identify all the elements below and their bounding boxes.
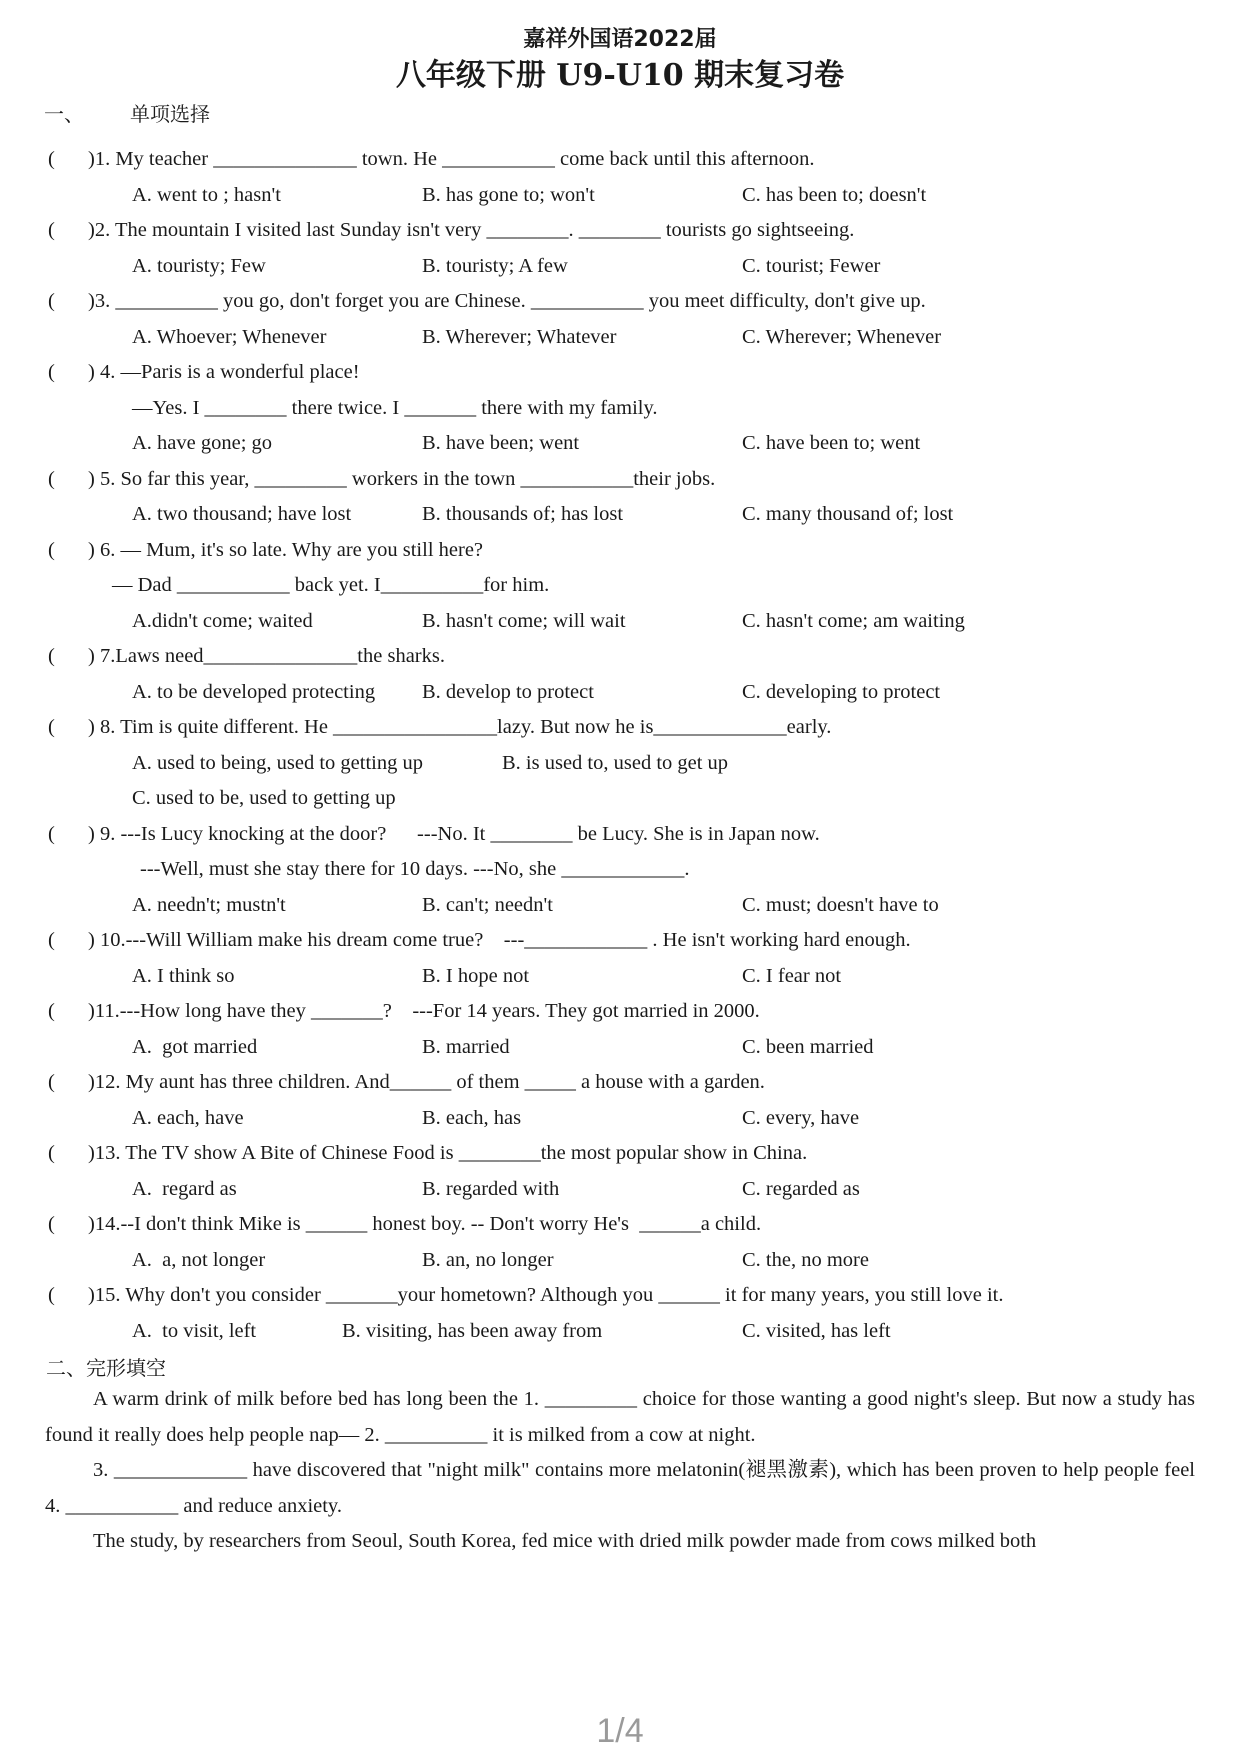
question-6-dialogue: — Dad ___________ back yet. I__________for him.	[112, 574, 550, 596]
question-8-options	[132, 746, 1210, 782]
question-stem: ) 10.---Will William make his dream come true? ---____________ . He isn't working hard enough.	[88, 929, 911, 951]
question-stem: )1. My teacher ______________ town. He ___________ come back until this afternoon.	[88, 148, 815, 170]
exam-title: 八年级下册 U9-U10 期末复习卷	[395, 58, 845, 93]
question-15-options	[132, 1314, 1210, 1350]
question-stem: )13. The TV show A Bite of Chinese Food is ________the most popular show in China.	[88, 1142, 808, 1164]
question-3-options	[132, 320, 1210, 356]
question-3	[40, 284, 1210, 320]
answer-bracket: (	[48, 1284, 55, 1306]
question-7-options	[132, 675, 1210, 711]
question-2	[40, 213, 1210, 249]
answer-bracket: (	[48, 822, 55, 845]
answer-bracket: (	[48, 538, 55, 561]
option-b: B. have been; went	[422, 432, 580, 454]
option-c: C. Wherever; Whenever	[742, 325, 942, 348]
option-a: A. two thousand; have lost	[132, 503, 352, 525]
answer-bracket: (	[48, 467, 55, 490]
option-a: A. went to ; hasn't	[132, 183, 281, 206]
cloze-passage	[45, 1382, 1195, 1560]
answer-bracket: (	[48, 1213, 55, 1235]
option-a: A. each, have	[132, 1106, 244, 1129]
question-1-options	[132, 178, 1210, 214]
question-9-dialogue: ---Well, must she stay there for 10 days. ---No, she ____________.	[140, 858, 690, 880]
option-b: B. visiting, has been away from	[342, 1319, 603, 1342]
option-b: B. an, no longer	[422, 1248, 554, 1271]
option-b: B. can't; needn't	[422, 893, 553, 916]
question-stem: )11.---How long have they _______? ---For 14 years. They got married in 2000.	[88, 1000, 760, 1022]
question-list	[40, 142, 1210, 1349]
question-4-dialogue: —Yes. I ________ there twice. I _______ there with my family.	[132, 396, 658, 419]
answer-bracket: (	[48, 219, 55, 241]
school-header: 嘉祥外国语2022届	[523, 27, 717, 52]
option-c: C. the, no more	[742, 1248, 869, 1271]
option-c: C. been married	[742, 1035, 874, 1058]
option-c: C. visited, has left	[742, 1319, 891, 1342]
question-12	[40, 1065, 1210, 1101]
question-5	[40, 462, 1210, 498]
cloze-paragraph-1: A warm drink of milk before bed has long been the 1. _________ choice for those wanting a good night's sleep. But now a study has found it really does help people nap— 2. __________ it is milked from a cow at night.	[45, 1388, 1195, 1446]
option-a: A. got married	[132, 1035, 258, 1058]
question-10	[40, 923, 1210, 959]
question-7	[40, 639, 1210, 675]
section-1-title: 单项选择	[130, 102, 210, 126]
option-a: A.didn't come; waited	[132, 609, 313, 632]
answer-bracket: (	[48, 929, 55, 951]
question-stem: )3. __________ you go, don't forget you are Chinese. ___________ you meet difficulty, don't give up.	[88, 290, 926, 312]
question-14	[40, 1207, 1210, 1243]
option-a: A. have gone; go	[132, 432, 273, 454]
question-9	[40, 817, 1210, 853]
option-b: B. is used to, used to get up	[502, 751, 729, 774]
question-11-options	[132, 1030, 1210, 1066]
section-2-title: 二、完形填空	[46, 1356, 166, 1380]
option-c: C. used to be, used to getting up	[132, 787, 396, 809]
answer-bracket: (	[48, 361, 55, 383]
option-a: A. to visit, left	[132, 1319, 257, 1342]
question-10-options	[132, 959, 1210, 995]
question-2-options	[132, 249, 1210, 285]
option-b: B. regarded with	[422, 1177, 560, 1200]
option-b: B. develop to protect	[422, 680, 594, 703]
question-stem: )12. My aunt has three children. And______ of them _____ a house with a garden.	[88, 1071, 765, 1093]
answer-bracket: (	[48, 148, 55, 170]
option-c: C. must; doesn't have to	[742, 893, 939, 916]
option-a: A. touristy; Few	[132, 254, 266, 277]
question-6	[40, 533, 1210, 569]
question-12-options	[132, 1101, 1210, 1137]
question-13-options	[132, 1172, 1210, 1208]
question-8	[40, 710, 1210, 746]
question-stem: ) 5. So far this year, _________ workers in the town ___________their jobs.	[88, 467, 716, 490]
option-a: A. needn't; mustn't	[132, 893, 286, 916]
question-1	[40, 142, 1210, 178]
option-c: C. regarded as	[742, 1177, 860, 1200]
option-b: B. hasn't come; will wait	[422, 609, 626, 632]
option-a: A. Whoever; Whenever	[132, 325, 327, 348]
option-b: B. each, has	[422, 1106, 522, 1129]
option-b: B. has gone to; won't	[422, 183, 595, 206]
question-6-options	[132, 604, 1210, 640]
page-indicator: 1/4	[596, 1712, 644, 1750]
question-stem: )15. Why don't you consider _______your hometown? Although you ______ it for many years, you still love it.	[88, 1284, 1004, 1306]
question-15	[40, 1278, 1210, 1314]
option-c: C. tourist; Fewer	[742, 254, 881, 277]
answer-bracket: (	[48, 716, 55, 738]
answer-bracket: (	[48, 1142, 55, 1164]
option-b: B. married	[422, 1035, 510, 1058]
option-a: A. to be developed protecting	[132, 680, 376, 703]
question-stem: ) 4. —Paris is a wonderful place!	[88, 361, 360, 383]
question-stem: ) 9. ---Is Lucy knocking at the door? ---No. It ________ be Lucy. She is in Japan now.	[88, 822, 820, 845]
question-11	[40, 994, 1210, 1030]
answer-bracket: (	[48, 290, 55, 312]
answer-bracket: (	[48, 1000, 55, 1022]
question-4	[40, 355, 1210, 391]
option-c: C. developing to protect	[742, 680, 941, 703]
question-9-options	[132, 888, 1210, 924]
cloze-paragraph-2: 3. _____________ have discovered that "night milk" contains more melatonin(褪黑激素), which has been proven to help people feel 4. ___________ and reduce anxiety.	[45, 1459, 1195, 1517]
option-a: A. I think so	[132, 964, 235, 987]
option-b: B. touristy; A few	[422, 254, 568, 277]
question-4-options	[132, 426, 1210, 462]
question-stem: ) 7.Laws need_______________the sharks.	[88, 645, 445, 667]
answer-bracket: (	[48, 645, 55, 667]
option-c: C. hasn't come; am waiting	[742, 609, 965, 632]
option-a: A. used to being, used to getting up	[132, 751, 423, 774]
question-stem: ) 8. Tim is quite different. He ________________lazy. But now he is_____________early.	[88, 716, 832, 738]
option-b: B. thousands of; has lost	[422, 503, 624, 525]
question-13	[40, 1136, 1210, 1172]
section-1-number: 一、	[44, 102, 84, 126]
option-a: A. regard as	[132, 1177, 237, 1200]
option-c: C. has been to; doesn't	[742, 183, 927, 206]
option-c: C. every, have	[742, 1106, 860, 1129]
option-a: A. a, not longer	[132, 1248, 266, 1271]
question-14-options	[132, 1243, 1210, 1279]
question-stem: )2. The mountain I visited last Sunday isn't very ________. ________ tourists go sightseeing.	[88, 219, 855, 241]
option-b: B. I hope not	[422, 964, 530, 987]
option-c: C. I fear not	[742, 964, 842, 987]
question-5-options	[132, 497, 1210, 533]
answer-bracket: (	[48, 1071, 55, 1093]
question-stem: ) 6. — Mum, it's so late. Why are you still here?	[88, 538, 484, 561]
option-c: C. many thousand of; lost	[742, 503, 954, 525]
question-stem: )14.--I don't think Mike is ______ honest boy. -- Don't worry He's ______a child.	[88, 1213, 762, 1235]
cloze-paragraph-3: The study, by researchers from Seoul, South Korea, fed mice with dried milk powder made from cows milked both	[93, 1530, 1037, 1552]
option-c: C. have been to; went	[742, 432, 921, 454]
option-b: B. Wherever; Whatever	[422, 325, 617, 348]
